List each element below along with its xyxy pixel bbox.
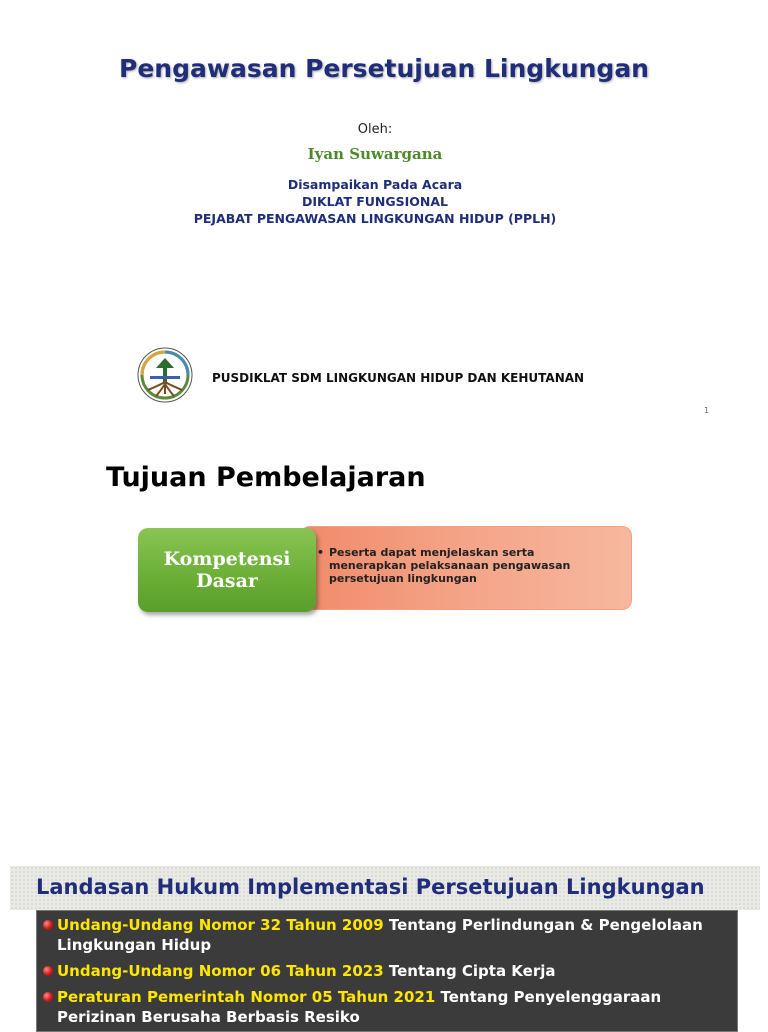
- law-description: Tentang Perlindungan & Pengelolaan Lingkungan Hidup: [57, 916, 703, 954]
- ministry-logo-icon: [136, 346, 194, 404]
- objective-description-box: [300, 526, 632, 610]
- slide-title: Tujuan Pembelajaran: [106, 462, 426, 493]
- slide-title: Landasan Hukum Implementasi Persetujuan Lingkungan: [36, 875, 705, 899]
- list-item: [57, 987, 737, 1027]
- slide-header: [10, 866, 760, 910]
- organization-name: PUSDIKLAT SDM LINGKUNGAN HIDUP DAN KEHUTANAN: [212, 371, 585, 385]
- bullet-icon: [43, 992, 53, 1002]
- event-info: [0, 176, 750, 227]
- objective-bullet: [317, 546, 609, 585]
- slide-title: Pengawasan Persetujuan Lingkungan: [119, 54, 649, 83]
- author-name: Iyan Suwargana: [307, 145, 443, 163]
- by-label: Oleh:: [357, 122, 393, 137]
- event-line: DIKLAT FUNGSIONAL: [301, 194, 449, 209]
- law-description: Tentang Cipta Kerja: [383, 962, 556, 980]
- competency-label-line2: Dasar: [196, 570, 258, 592]
- law-description: Tentang Penyelenggaraan Perizinan Berusaha Berbasis Resiko: [57, 988, 662, 1026]
- list-item: [57, 915, 737, 955]
- learning-objectives-slide: [0, 448, 768, 848]
- title-slide: [0, 0, 768, 440]
- bullet-icon: [43, 920, 53, 930]
- legal-basis-slide: [0, 866, 768, 1024]
- event-line: PEJABAT PENGAWASAN LINGKUNGAN HIDUP (PPLH): [193, 211, 557, 226]
- legal-list: [36, 910, 738, 1032]
- law-title: Peraturan Pemerintah Nomor 05 Tahun 2021: [57, 988, 436, 1006]
- competency-label-line1: Kompetensi: [163, 548, 291, 570]
- law-title: Undang-Undang Nomor 06 Tahun 2023: [57, 962, 384, 980]
- bullet-icon: [43, 966, 53, 976]
- objective-text: Peserta dapat menjelaskan serta menerapkan pelaksanaan pengawasan persetujuan lingkungan: [329, 546, 571, 585]
- bullet-icon: •: [317, 546, 325, 559]
- event-line: Disampaikan Pada Acara: [287, 177, 463, 192]
- law-title: Undang-Undang Nomor 32 Tahun 2009: [57, 916, 384, 934]
- slide-number: 1: [704, 406, 710, 415]
- list-item: [57, 961, 737, 981]
- competency-box: [138, 528, 316, 612]
